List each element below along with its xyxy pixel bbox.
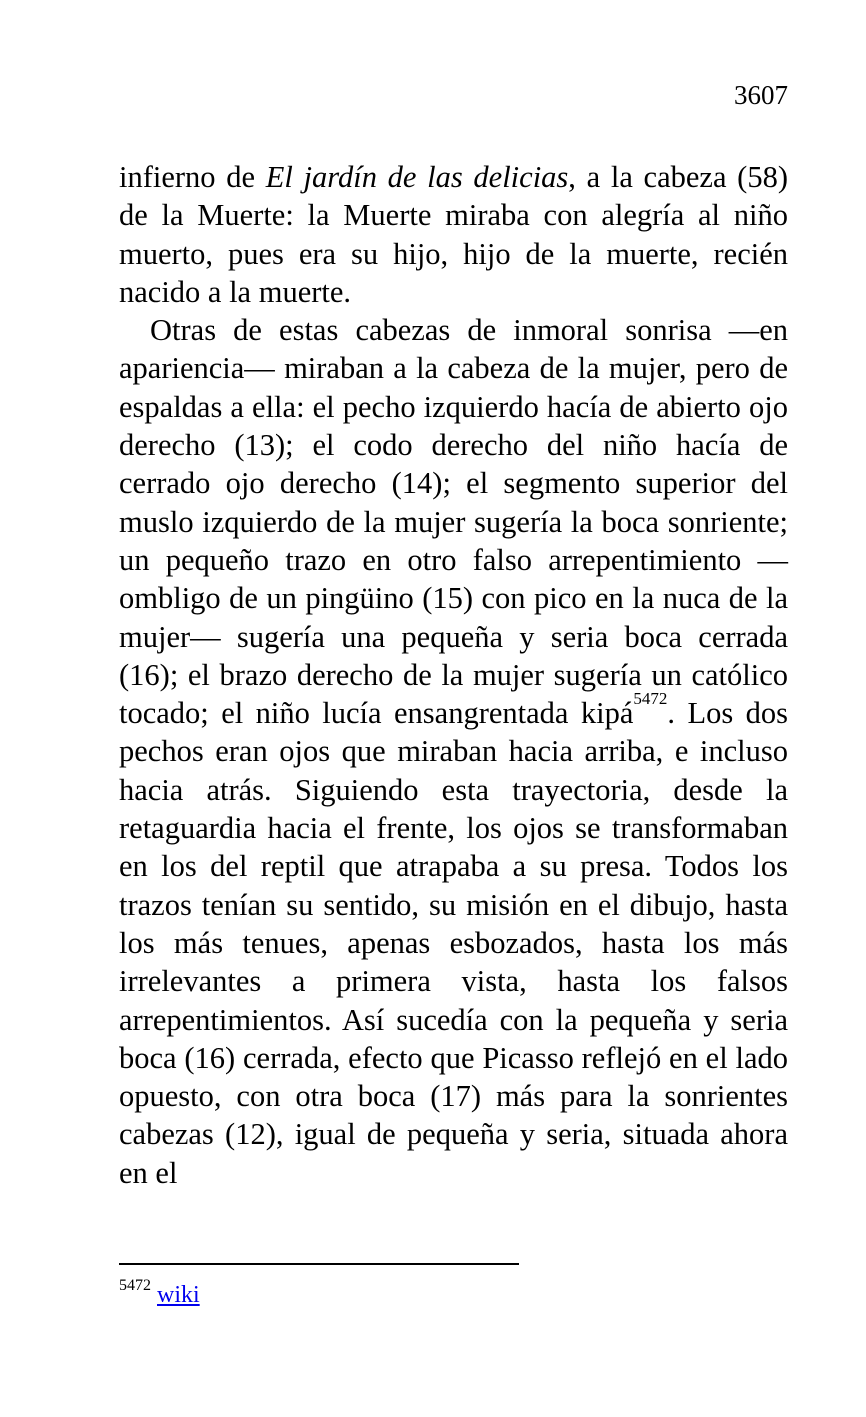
paragraph-1 [119, 158, 788, 311]
paragraph-2 [119, 311, 788, 1192]
footnote [119, 1277, 200, 1310]
body-text [119, 158, 788, 1192]
paragraph-2-rest: . Los dos pechos eran ojos que miraban hacia arriba, e incluso hacia atrás. Siguiendo esta trayectoria, desde la retaguardia hacia el frente, los ojos se transformaban en los del reptil que atrapaba a su presa. Todos los trazos tenían su sentido, su misión en el dibujo, hasta los más tenues, apenas esbozados, hasta los más irrelevantes a primera vista, hasta los falsos arrepentimientos. Así sucedía con la pequeña y seria boca (16) cerrada, efecto que Picasso reflejó en el lado opuesto, con otra boca (17) más para la sonrientes cabezas (12), igual de pequeña y seria, situada ahora en el [119, 696, 788, 1190]
footnote-reference: 5472 [633, 689, 668, 709]
footnote-divider [119, 1263, 519, 1265]
paragraph-1-rest: , a la cabeza (58) de la Muerte: la Muerte miraba con alegría al niño muerto, pues era su hijo, hijo de la muerte, recién nacido a la muerte. [119, 160, 788, 309]
footnote-wiki-link[interactable]: wiki [157, 1282, 200, 1308]
page-number: 3607 [734, 80, 788, 110]
artwork-title: El jardín de las delicias [265, 160, 569, 194]
paragraph-1-lead: infierno de [119, 160, 266, 194]
footnote-number: 5472 [119, 1277, 151, 1294]
paragraph-2-lead: Otras de estas cabezas de inmoral sonrisa —en apariencia— miraban a la cabeza de la mujer, pero de espaldas a ella: el pecho izquierdo hacía de abierto ojo derecho (13); el codo derecho del niño hacía de cerrado ojo derecho (14); el segmento superior del muslo izquierdo de la mujer sugería la boca sonriente; un pequeño trazo en otro falso arrepentimiento —ombligo de un pingüino (15) con pico en la nuca de la mujer— sugería una pequeña y seria boca cerrada (16); el brazo derecho de la mujer sugería un católico tocado; el niño lucía ensangrentada kipá [119, 313, 788, 731]
